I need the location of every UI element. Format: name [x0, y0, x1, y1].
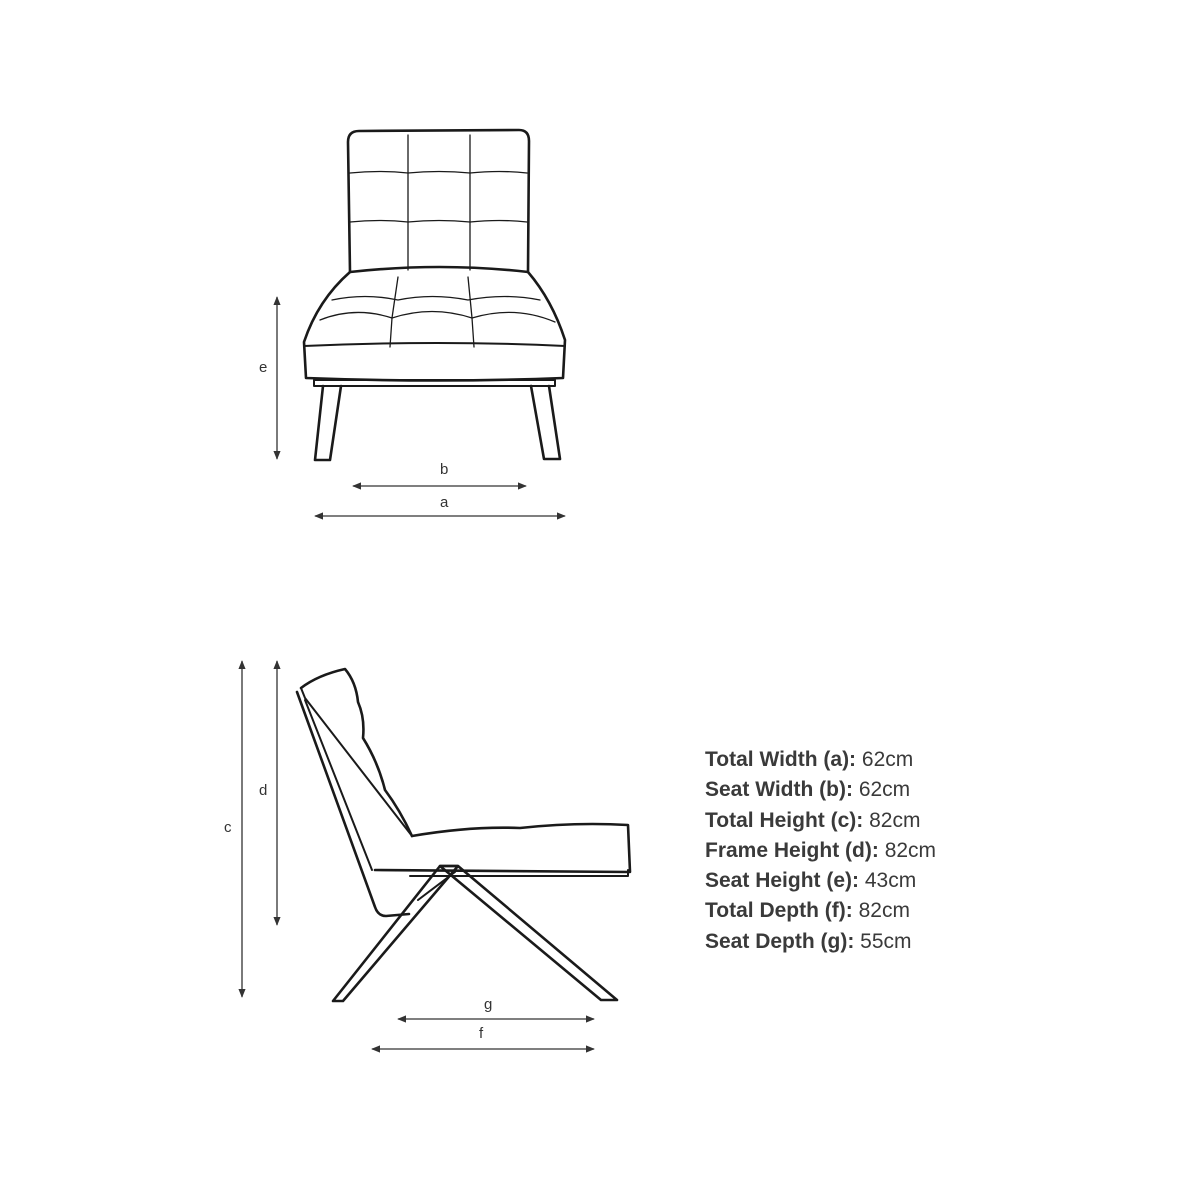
dimension-label-a: a — [440, 494, 449, 511]
spec-value: 82cm — [858, 899, 910, 923]
spec-frame-height — [705, 836, 936, 866]
side-front-leg — [333, 866, 458, 1001]
spec-label: Seat Depth (g): — [705, 929, 855, 953]
spec-total-height — [705, 806, 936, 836]
spec-value: 43cm — [864, 869, 917, 893]
spec-label: Total Depth (f): — [705, 899, 853, 923]
front-right-leg — [531, 386, 560, 459]
front-backrest-tufting — [350, 135, 527, 270]
spec-seat-depth — [705, 927, 936, 957]
side-frame-inner — [305, 700, 372, 870]
front-left-leg — [315, 386, 341, 460]
dimension-label-g: g — [484, 996, 493, 1013]
spec-value: 62cm — [861, 748, 914, 771]
dimension-label-c: c — [224, 819, 232, 836]
side-dimensions — [242, 661, 594, 1049]
front-view-chair — [304, 130, 565, 460]
spec-label: Total Width (a): — [705, 748, 857, 771]
front-frame-base — [314, 380, 555, 386]
spec-label: Frame Height (d): — [705, 838, 879, 862]
front-seat-cushion — [304, 267, 565, 381]
spec-label: Total Height (c): — [705, 808, 864, 832]
spec-seat-height — [705, 866, 936, 896]
spec-value: 82cm — [884, 838, 937, 862]
front-backrest — [348, 130, 529, 272]
spec-label: Seat Width (b): — [705, 778, 853, 802]
spec-seat-width — [705, 775, 936, 805]
spec-value: 62cm — [858, 778, 911, 802]
dimension-label-e: e — [259, 359, 268, 376]
dimension-label-d: d — [259, 782, 268, 799]
dimension-specifications — [705, 745, 936, 957]
side-view-chair — [297, 669, 630, 1001]
spec-total-depth — [705, 896, 936, 926]
front-seat-tufting — [320, 277, 555, 347]
spec-value: 55cm — [860, 929, 912, 953]
dimension-label-b: b — [440, 461, 449, 478]
side-backrest-inner — [301, 688, 412, 836]
spec-label: Seat Height (e): — [705, 869, 860, 893]
side-rear-leg — [440, 866, 617, 1000]
side-frame — [297, 692, 409, 916]
spec-total-width — [705, 745, 936, 775]
spec-value: 82cm — [869, 808, 921, 832]
side-seat-cushion — [375, 824, 630, 872]
dimension-label-f: f — [479, 1025, 484, 1042]
front-seat-front-edge — [304, 343, 565, 346]
